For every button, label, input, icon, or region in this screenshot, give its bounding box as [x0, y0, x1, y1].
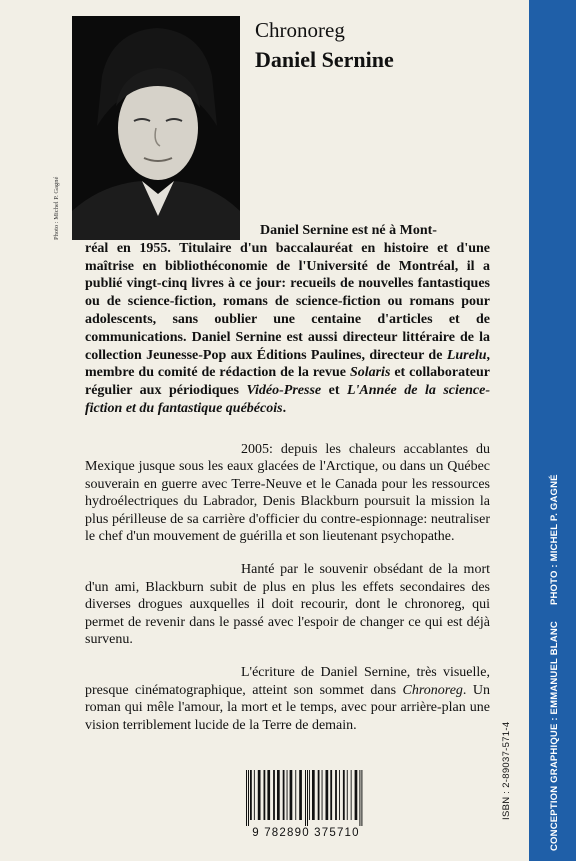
barcode-digits: 9 782890 375710: [252, 827, 360, 839]
barcode-bar: [312, 770, 315, 820]
design-credit: CONCEPTION GRAPHIQUE : EMMANUEL BLANC: [549, 621, 560, 851]
bio-title-video-presse: Vidéo-Presse: [246, 383, 322, 399]
barcode-bar: [267, 770, 270, 820]
synopsis-paragraph-1: 2005: depuis les chaleurs accablantes du Mexique jusque sous les eaux glacées de l'Arctique, ou dans un Québec souverain en guerre avec Terre-Neuve et le Canada pour les ressources hydroélectriques du Labrador, Denis Blackburn poursuit la mission la plus périlleuse de sa carrière d'officier du contre-espionnage: neutraliser le chef d'un mouvement de guérilla et son lieutenant psychopathe.: [85, 442, 490, 545]
bio-paragraph: [85, 240, 490, 418]
barcode-bar: [309, 770, 310, 820]
synopsis-text: . Un roman qui mêle l'amour, la mort et le temps, avec pour arrière-plan une vision terriblement lucide de la Terre de demain.: [85, 682, 490, 733]
barcode-bar: [246, 770, 247, 826]
barcode-bar: [305, 770, 306, 826]
barcode-bar: [351, 770, 352, 820]
bio-title-solaris: Solaris: [349, 365, 391, 381]
photo-credit-strip: PHOTO : MICHEL P. GAGNÉ: [549, 474, 560, 606]
author-photo: [72, 16, 240, 240]
bio-title-annee: L'Année de la science-fiction et du fantastique québécois: [85, 383, 490, 416]
barcode-bar: [318, 770, 320, 820]
credit-strip-text: [549, 474, 560, 851]
barcode-bar: [273, 770, 275, 820]
author-bio: [85, 222, 490, 418]
synopsis-title-chronoreg: Chronoreg: [402, 682, 463, 698]
barcode-bar: [343, 770, 345, 820]
barcode-bar: [283, 770, 285, 820]
barcode-bar: [277, 770, 280, 820]
bio-text: et: [321, 383, 347, 399]
barcode-bar: [322, 770, 323, 820]
synopsis-paragraph-3: [85, 664, 490, 734]
barcode-bar: [250, 770, 252, 820]
barcode-bar: [307, 770, 308, 826]
series-title: Chronoreg: [255, 18, 345, 42]
bio-text: , membre du comité de rédaction de la revue: [85, 347, 490, 381]
bio-lead: Daniel Sernine est né à Mont-: [260, 223, 437, 238]
synopsis-paragraph-2: Hanté par le souvenir obsédant de la mort d'un ami, Blackburn subit de plus en plus les effets secondaires des diverses drogues auxquelles il doit recourir, dont le chronoreg, qui permet de revenir dans le passé avec l'espoir de changer ce qui est déjà survenu.: [85, 562, 490, 648]
barcode-bar: [248, 770, 249, 826]
barcode-bar: [359, 770, 360, 826]
barcode-bar: [326, 770, 329, 820]
bio-text: .: [282, 400, 287, 416]
isbn: ISBN : 2-89037-571-4: [501, 721, 512, 820]
barcode-bar: [299, 770, 302, 820]
barcode-bar: [330, 770, 332, 820]
bio-title-lurelu: Lurelu: [446, 347, 487, 363]
bio-text: et collaborateur régulier aux périodiques: [85, 365, 490, 399]
barcode-bar: [347, 770, 348, 820]
barcode: [238, 770, 374, 839]
synopsis: [85, 441, 490, 734]
barcode-bar: [335, 770, 337, 820]
barcode-bar: [258, 770, 261, 820]
barcode-bar: [361, 770, 362, 826]
barcode-bar: [290, 770, 293, 820]
barcode-bar: [355, 770, 358, 820]
barcode-bars: [238, 770, 374, 826]
photo-credit: Photo : Michel P. Gagné: [53, 176, 60, 240]
author-name: Daniel Sernine: [255, 47, 394, 72]
barcode-bar: [295, 770, 296, 820]
barcode-bar: [287, 770, 288, 820]
bio-text: réal en 1955. Titulaire d'un baccalauréat en histoire et d'une maîtrise en bibliothéconomie de l'Université de Montréal, il a publié vingt-cinq livres à ce jour: recueils de nouvelles fantastiques ou de science-fiction, romans de science-fiction ou romans pour adolescents, sans oublier une centaine d'articles et de communications. Daniel Sernine est aussi directeur littéraire de la collection Jeunesse-Pop aux Éditions Paulines, directeur de: [85, 240, 490, 363]
barcode-bar: [254, 770, 255, 820]
synopsis-text: L'écriture de Daniel Sernine, très visuelle, presque cinématographique, atteint son sommet dans: [85, 665, 490, 698]
barcode-bar: [264, 770, 266, 820]
barcode-bar: [339, 770, 340, 820]
